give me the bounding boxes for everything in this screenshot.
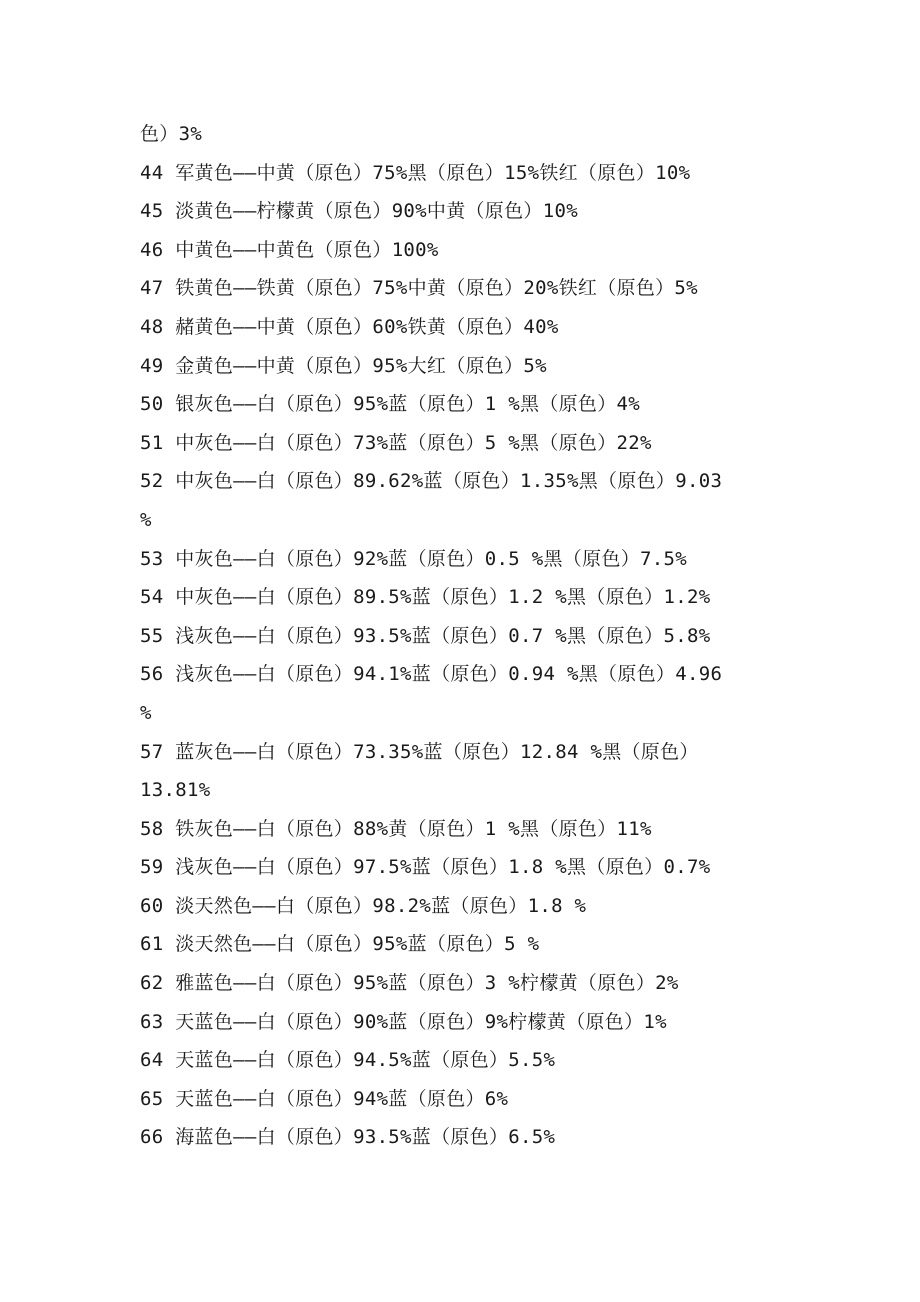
text-line: 55 浅灰色——白（原色）93.5%蓝（原色）0.7 %黑（原色）5.8%: [140, 624, 711, 647]
text-line: 60 淡天然色——白（原色）98.2%蓝（原色）1.8 %: [140, 894, 587, 917]
text-line: 46 中黄色——中黄色（原色）100%: [140, 238, 439, 261]
text-line: 57 蓝灰色——白（原色）73.35%蓝（原色）12.84 %黑（原色）: [140, 740, 699, 763]
text-line: 59 浅灰色——白（原色）97.5%蓝（原色）1.8 %黑（原色）0.7%: [140, 856, 711, 879]
text-line: 54 中灰色——白（原色）89.5%蓝（原色）1.2 %黑（原色）1.2%: [140, 586, 711, 609]
text-line: 50 银灰色——白（原色）95%蓝（原色）1 %黑（原色）4%: [140, 393, 641, 416]
text-line: 56 浅灰色——白（原色）94.1%蓝（原色）0.94 %黑（原色）4.96: [140, 663, 723, 686]
text-line: 色）3%: [140, 123, 203, 145]
document-body: [140, 115, 800, 1157]
text-line: 66 海蓝色——白（原色）93.5%蓝（原色）6.5%: [140, 1126, 556, 1149]
text-line: 49 金黄色——中黄（原色）95%大红（原色）5%: [140, 354, 547, 377]
text-line: 62 雅蓝色——白（原色）95%蓝（原色）3 %柠檬黄（原色）2%: [140, 972, 679, 995]
text-line: 65 天蓝色——白（原色）94%蓝（原色）6%: [140, 1087, 509, 1110]
text-line: 52 中灰色——白（原色）89.62%蓝（原色）1.35%黑（原色）9.03: [140, 470, 723, 493]
text-line: %: [140, 701, 152, 724]
text-line: 45 淡黄色——柠檬黄（原色）90%中黄（原色）10%: [140, 200, 578, 223]
text-line: 53 中灰色——白（原色）92%蓝（原色）0.5 %黑（原色）7.5%: [140, 547, 687, 570]
text-line: 63 天蓝色——白（原色）90%蓝（原色）9%柠檬黄（原色）1%: [140, 1010, 667, 1033]
text-line: 61 淡天然色——白（原色）95%蓝（原色）5 %: [140, 933, 540, 956]
text-line: 64 天蓝色——白（原色）94.5%蓝（原色）5.5%: [140, 1049, 556, 1072]
text-line: %: [140, 508, 152, 531]
text-line: 47 铁黄色——铁黄（原色）75%中黄（原色）20%铁红（原色）5%: [140, 277, 698, 300]
text-line: 48 赭黄色——中黄（原色）60%铁黄（原色）40%: [140, 315, 559, 338]
text-line: 51 中灰色——白（原色）73%蓝（原色）5 %黑（原色）22%: [140, 431, 652, 454]
text-line: 44 军黄色——中黄（原色）75%黑（原色）15%铁红（原色）10%: [140, 161, 691, 184]
text-line: 13.81%: [140, 779, 211, 802]
text-line: 58 铁灰色——白（原色）88%黄（原色）1 %黑（原色）11%: [140, 817, 652, 840]
